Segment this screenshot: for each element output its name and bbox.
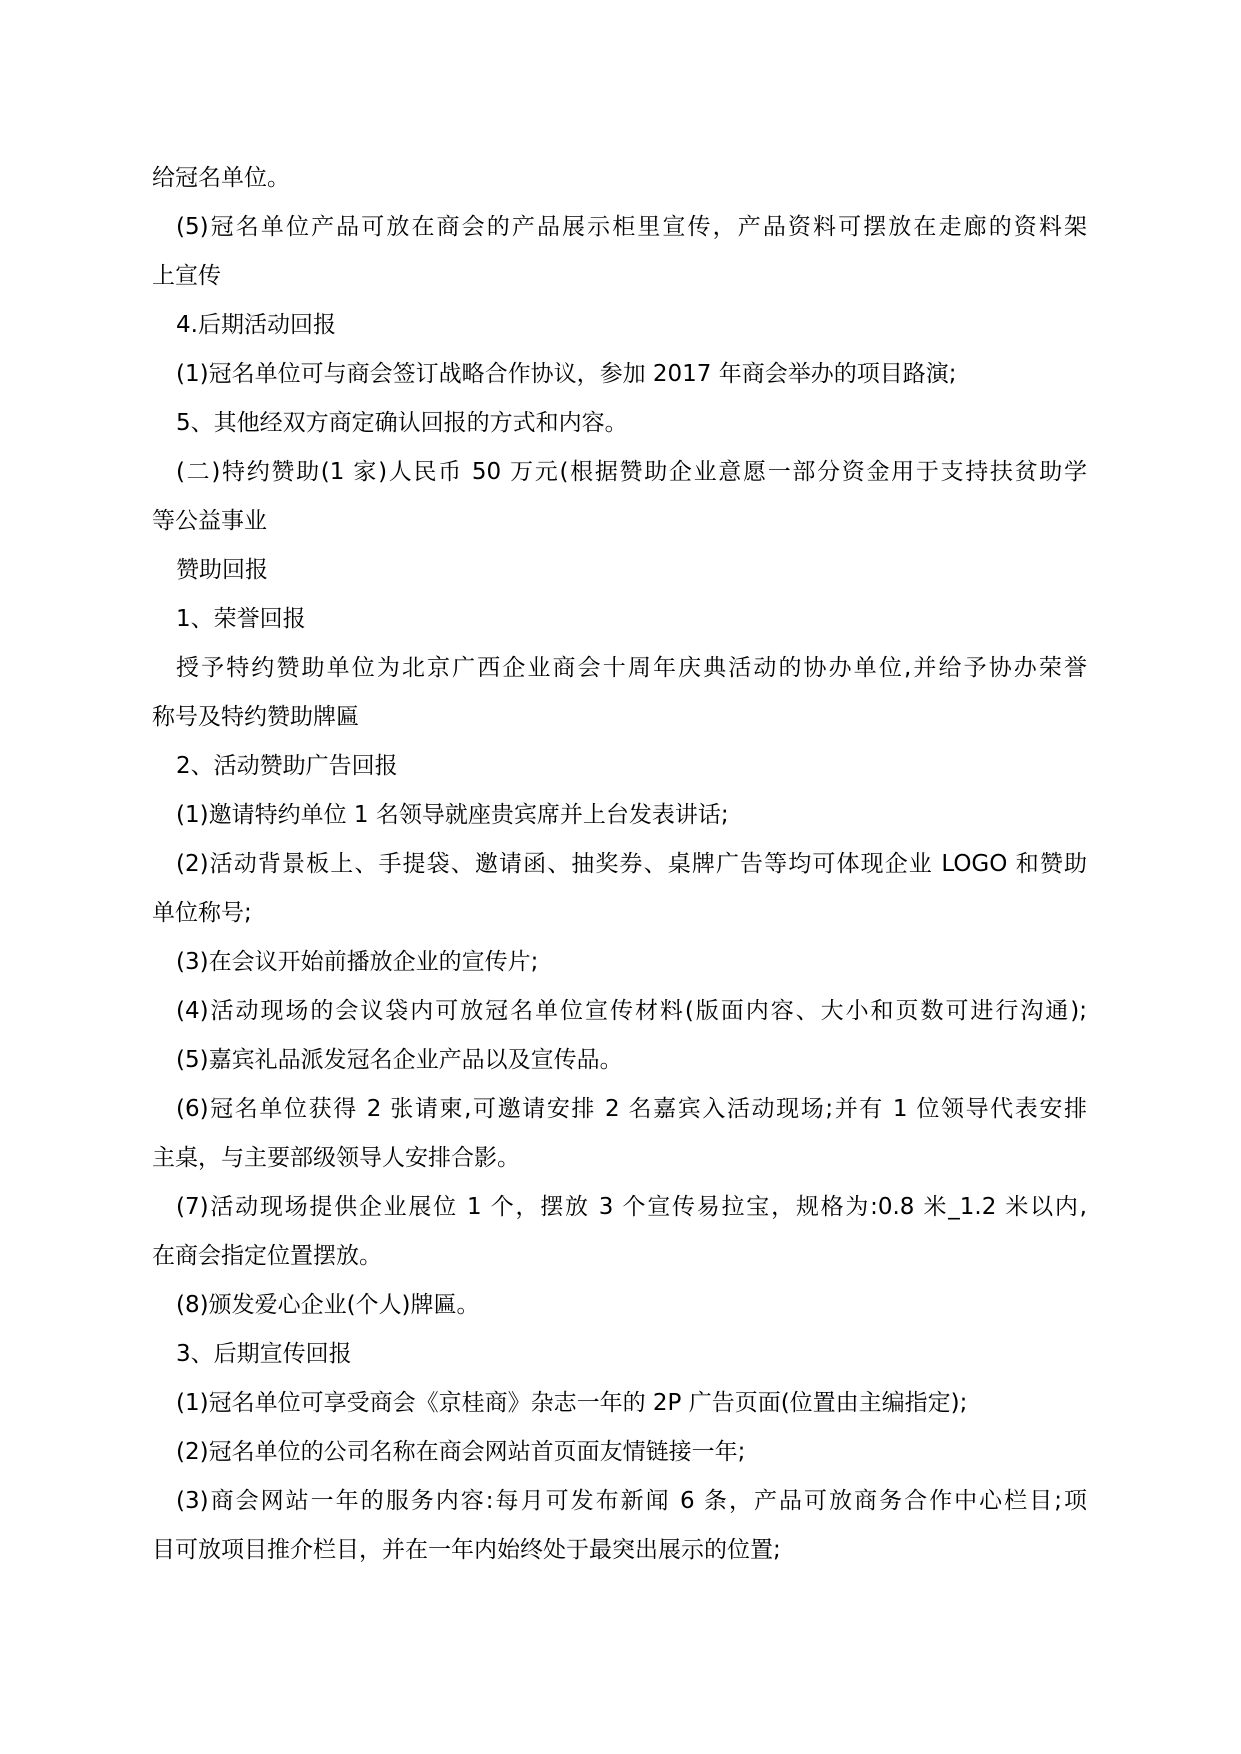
paragraph-line-text: 授予特约赞助单位为北京广西企业商会十周年庆典活动的协办单位,并给予协办荣誉 (176, 655, 1087, 681)
paragraph-line-text: 4.后期活动回报 (176, 312, 336, 338)
paragraph-line-text: (2)活动背景板上、手提袋、邀请函、抽奖券、桌牌广告等均可体现企业 LOGO 和赞助 (176, 851, 1087, 877)
paragraph-line-text: (二)特约赞助(1 家)人民币 50 万元(根据赞助企业意愿一部分资金用于支持扶贫助学 (176, 459, 1087, 485)
paragraph-line-text: 目可放项目推介栏目，并在一年内始终处于最突出展示的位置; (152, 1537, 781, 1563)
paragraph-line-text: (1)冠名单位可享受商会《京桂商》杂志一年的 2P 广告页面(位置由主编指定); (176, 1390, 968, 1416)
paragraph-line-text: 上宣传 (152, 263, 221, 289)
paragraph-line-text: 5、其他经双方商定确认回报的方式和内容。 (176, 410, 628, 436)
paragraph-line (152, 742, 1087, 791)
paragraph-line (152, 595, 1087, 644)
paragraph-line (152, 1085, 1087, 1134)
paragraph-line-text: (7)活动现场提供企业展位 1 个，摆放 3 个宣传易拉宝，规格为:0.8 米_1.2 米以内, (176, 1194, 1087, 1220)
paragraph-line (152, 938, 1087, 987)
paragraph-line-text: (8)颁发爱心企业(个人)牌匾。 (176, 1292, 480, 1318)
paragraph-line (152, 497, 1087, 546)
paragraph-line-text: (3)在会议开始前播放企业的宣传片; (176, 949, 539, 975)
paragraph-line-text: (5)冠名单位产品可放在商会的产品展示柜里宣传，产品资料可摆放在走廊的资料架 (176, 214, 1087, 240)
paragraph-line (152, 546, 1087, 595)
paragraph-line (152, 1330, 1087, 1379)
document-body (152, 154, 1087, 1575)
paragraph-line-text: 3、后期宣传回报 (176, 1341, 352, 1367)
paragraph-line (152, 1428, 1087, 1477)
paragraph-line (152, 154, 1087, 203)
paragraph-line-text: 等公益事业 (152, 508, 267, 534)
paragraph-line-text: (2)冠名单位的公司名称在商会网站首页面友情链接一年; (176, 1439, 746, 1465)
paragraph-line (152, 1526, 1087, 1575)
paragraph-line-text: 主桌，与主要部级领导人安排合影。 (152, 1145, 520, 1171)
paragraph-line (152, 350, 1087, 399)
paragraph-line (152, 1281, 1087, 1330)
paragraph-line (152, 791, 1087, 840)
paragraph-line (152, 399, 1087, 448)
paragraph-line (152, 301, 1087, 350)
paragraph-line (152, 987, 1087, 1036)
paragraph-line-text: 赞助回报 (176, 557, 268, 583)
paragraph-line (152, 644, 1087, 693)
paragraph-line (152, 1477, 1087, 1526)
paragraph-line (152, 203, 1087, 252)
paragraph-line-text: (4)活动现场的会议袋内可放冠名单位宣传材料(版面内容、大小和页数可进行沟通); (176, 998, 1087, 1024)
paragraph-line (152, 840, 1087, 889)
paragraph-line (152, 693, 1087, 742)
paragraph-line (152, 1183, 1087, 1232)
paragraph-line (152, 1134, 1087, 1183)
paragraph-line-text: 单位称号; (152, 900, 252, 926)
paragraph-line (152, 1379, 1087, 1428)
paragraph-line (152, 448, 1087, 497)
paragraph-line-text: 称号及特约赞助牌匾 (152, 704, 359, 730)
paragraph-line-text: (1)邀请特约单位 1 名领导就座贵宾席并上台发表讲话; (176, 802, 729, 828)
paragraph-line-text: 1、荣誉回报 (176, 606, 306, 632)
paragraph-line-text: (3)商会网站一年的服务内容:每月可发布新闻 6 条，产品可放商务合作中心栏目;项 (176, 1488, 1087, 1514)
paragraph-line-text: 给冠名单位。 (152, 165, 290, 191)
paragraph-line (152, 889, 1087, 938)
paragraph-line (152, 252, 1087, 301)
paragraph-line-text: (6)冠名单位获得 2 张请柬,可邀请安排 2 名嘉宾入活动现场;并有 1 位领导代表安排 (176, 1096, 1087, 1122)
paragraph-line-text: (1)冠名单位可与商会签订战略合作协议，参加 2017 年商会举办的项目路演; (176, 361, 957, 387)
paragraph-line-text: (5)嘉宾礼品派发冠名企业产品以及宣传品。 (176, 1047, 623, 1073)
paragraph-line (152, 1036, 1087, 1085)
paragraph-line (152, 1232, 1087, 1281)
paragraph-line-text: 在商会指定位置摆放。 (152, 1243, 382, 1269)
paragraph-line-text: 2、活动赞助广告回报 (176, 753, 398, 779)
